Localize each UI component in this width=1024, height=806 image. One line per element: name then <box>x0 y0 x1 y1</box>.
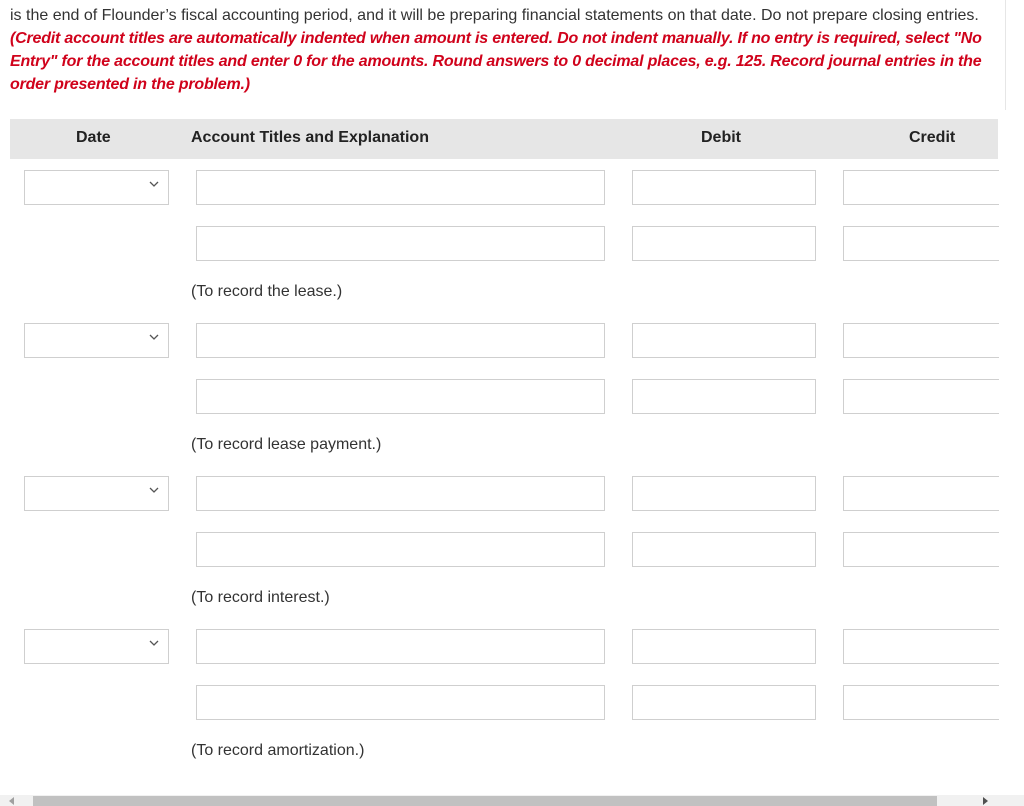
account-title-input-3b[interactable] <box>196 532 605 567</box>
debit-input-2b[interactable] <box>632 379 816 414</box>
date-select-3[interactable] <box>24 476 169 511</box>
debit-input-4b[interactable] <box>632 685 816 720</box>
date-select-2[interactable] <box>24 323 169 358</box>
credit-input-3a[interactable] <box>843 476 999 511</box>
instructions-emphasis: (Credit account titles are automatically indented when amount is entered. Do not indent manually. If no entry is required, select "No Entry" for the account titles and enter 0 for the amounts. Round answers to 0 decimal places, e.g. 125. Record journal entries in the order presented in the problem.) <box>10 30 982 93</box>
journal-table-header <box>10 119 998 159</box>
credit-input-2a[interactable] <box>843 323 999 358</box>
header-credit: Credit <box>909 129 956 146</box>
header-date: Date <box>76 129 111 146</box>
credit-input-1b[interactable] <box>843 226 999 261</box>
arrow-left-icon[interactable] <box>9 797 14 805</box>
header-account-titles: Account Titles and Explanation <box>191 129 429 146</box>
account-title-input-4a[interactable] <box>196 629 605 664</box>
header-debit: Debit <box>701 129 741 146</box>
date-select-4[interactable] <box>24 629 169 664</box>
arrow-right-icon[interactable] <box>983 797 988 805</box>
debit-input-1a[interactable] <box>632 170 816 205</box>
account-title-input-4b[interactable] <box>196 685 605 720</box>
chevron-down-icon <box>147 483 161 497</box>
credit-input-1a[interactable] <box>843 170 999 205</box>
chevron-down-icon <box>147 330 161 344</box>
divider <box>1005 0 1006 110</box>
scrollbar-thumb[interactable] <box>33 796 937 806</box>
debit-input-3a[interactable] <box>632 476 816 511</box>
chevron-down-icon <box>147 636 161 650</box>
horizontal-scrollbar[interactable] <box>0 795 1024 806</box>
entry-explanation-3: (To record interest.) <box>191 589 330 606</box>
instructions-text <box>10 4 1000 96</box>
debit-input-3b[interactable] <box>632 532 816 567</box>
entry-explanation-2: (To record lease payment.) <box>191 436 382 453</box>
entry-explanation-4: (To record amortization.) <box>191 742 365 759</box>
credit-input-2b[interactable] <box>843 379 999 414</box>
account-title-input-1b[interactable] <box>196 226 605 261</box>
account-title-input-2b[interactable] <box>196 379 605 414</box>
account-title-input-3a[interactable] <box>196 476 605 511</box>
credit-input-4a[interactable] <box>843 629 999 664</box>
debit-input-1b[interactable] <box>632 226 816 261</box>
credit-input-4b[interactable] <box>843 685 999 720</box>
entry-explanation-1: (To record the lease.) <box>191 283 343 300</box>
debit-input-4a[interactable] <box>632 629 816 664</box>
account-title-input-2a[interactable] <box>196 323 605 358</box>
chevron-down-icon <box>147 177 161 191</box>
account-title-input-1a[interactable] <box>196 170 605 205</box>
date-select-1[interactable] <box>24 170 169 205</box>
instructions-lead: is the end of Flounder’s fiscal accounting period, and it will be preparing financial statements on that date. Do not prepare closing entries. <box>10 7 979 24</box>
credit-input-3b[interactable] <box>843 532 999 567</box>
debit-input-2a[interactable] <box>632 323 816 358</box>
